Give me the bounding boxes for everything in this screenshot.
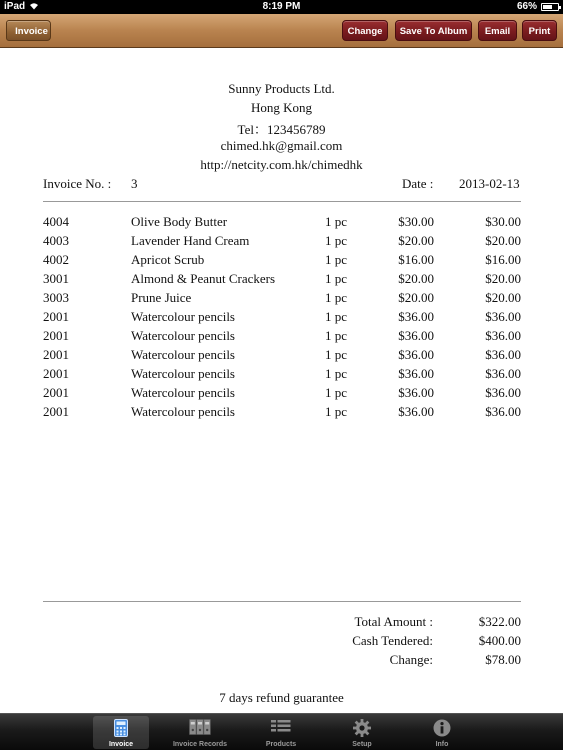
back-button-label: Invoice (15, 26, 48, 37)
item-quantity: 1 pc (325, 214, 348, 229)
item-name: Prune Juice (131, 290, 192, 305)
item-name: Olive Body Butter (131, 214, 228, 229)
item-quantity: 1 pc (325, 366, 348, 381)
item-total: $36.00 (485, 328, 521, 343)
item-code: 3003 (43, 290, 69, 305)
item-quantity: 1 pc (325, 385, 348, 400)
item-quantity: 1 pc (325, 233, 348, 248)
item-price: $30.00 (398, 214, 434, 229)
refund-note: 7 days refund guarantee (219, 690, 344, 705)
item-name: Lavender Hand Cream (131, 233, 250, 248)
item-quantity: 1 pc (325, 252, 348, 267)
gear-icon (353, 719, 371, 739)
clock: 8:19 PM (262, 1, 301, 12)
tab-label: Info (435, 741, 449, 748)
item-price: $20.00 (398, 290, 434, 305)
item-quantity: 1 pc (325, 328, 348, 343)
battery-icon (541, 3, 559, 11)
invoice-date-label: Date : (402, 176, 434, 191)
item-name: Watercolour pencils (131, 309, 235, 324)
cash-tendered: $400.00 (478, 633, 521, 648)
status-bar (0, 0, 563, 14)
item-code: 2001 (43, 347, 69, 362)
nav-bar (0, 14, 563, 48)
item-price: $16.00 (398, 252, 434, 267)
tab-invoice-records[interactable] (172, 716, 228, 749)
item-total: $36.00 (485, 404, 521, 419)
item-total: $20.00 (485, 233, 521, 248)
item-code: 2001 (43, 328, 69, 343)
item-code: 2001 (43, 404, 69, 419)
item-quantity: 1 pc (325, 309, 348, 324)
item-total: $16.00 (485, 252, 521, 267)
save-to-album-button[interactable]: Save To Album (395, 20, 472, 41)
item-price: $36.00 (398, 309, 434, 324)
cash-tendered-label: Cash Tendered: (352, 633, 433, 648)
tab-info[interactable] (414, 716, 470, 749)
tab-label: Invoice (108, 741, 134, 748)
company-name: Sunny Products Ltd. (228, 81, 335, 96)
list-icon (271, 719, 291, 737)
device-label: iPad (4, 1, 26, 12)
item-total: $36.00 (485, 385, 521, 400)
item-price: $36.00 (398, 328, 434, 343)
item-price: $20.00 (398, 271, 434, 286)
total-amount-label: Total Amount : (354, 614, 433, 629)
item-price: $20.00 (398, 233, 434, 248)
change-amount: $78.00 (485, 652, 521, 667)
tab-products[interactable] (253, 716, 309, 749)
item-price: $36.00 (398, 404, 434, 419)
tab-label: Products (265, 741, 297, 748)
item-code: 2001 (43, 366, 69, 381)
invoice-number-label: Invoice No. : (43, 176, 112, 191)
item-total: $36.00 (485, 366, 521, 381)
binders-icon (189, 719, 211, 737)
item-total: $36.00 (485, 309, 521, 324)
item-quantity: 1 pc (325, 404, 348, 419)
item-name: Apricot Scrub (131, 252, 205, 267)
item-name: Watercolour pencils (131, 366, 235, 381)
print-button[interactable]: Print (522, 20, 557, 41)
item-total: $30.00 (485, 214, 521, 229)
item-code: 4002 (43, 252, 69, 267)
item-code: 3001 (43, 271, 69, 286)
item-name: Watercolour pencils (131, 404, 235, 419)
item-total: $20.00 (485, 290, 521, 305)
divider (43, 601, 521, 602)
company-city: Hong Kong (250, 100, 313, 115)
back-button[interactable] (6, 20, 51, 41)
item-name: Watercolour pencils (131, 385, 235, 400)
item-quantity: 1 pc (325, 347, 348, 362)
company-email: chimed.hk@gmail.com (220, 138, 343, 153)
divider (43, 201, 521, 202)
calculator-icon (114, 719, 128, 739)
item-price: $36.00 (398, 366, 434, 381)
email-button[interactable]: Email (478, 20, 517, 41)
total-amount: $322.00 (478, 614, 521, 629)
item-name: Almond & Peanut Crackers (131, 271, 276, 286)
item-code: 4003 (43, 233, 69, 248)
item-code: 4004 (43, 214, 69, 229)
item-quantity: 1 pc (325, 290, 348, 305)
info-icon (433, 719, 451, 739)
tab-label: Invoice Records (172, 741, 228, 748)
battery-percent: 66% (516, 1, 537, 12)
invoice-date: 2013-02-13 (459, 176, 520, 191)
item-name: Watercolour pencils (131, 328, 235, 343)
company-tel: Tel：123456789 (237, 122, 326, 137)
item-name: Watercolour pencils (131, 347, 235, 362)
tab-label: Setup (352, 741, 372, 748)
tab-invoice[interactable] (93, 716, 149, 749)
item-total: $20.00 (485, 271, 521, 286)
change-label: Change: (389, 652, 433, 667)
item-quantity: 1 pc (325, 271, 348, 286)
tab-bar (0, 713, 563, 750)
item-total: $36.00 (485, 347, 521, 362)
tab-setup[interactable] (334, 716, 390, 749)
item-code: 2001 (43, 309, 69, 324)
item-price: $36.00 (398, 385, 434, 400)
item-code: 2001 (43, 385, 69, 400)
company-website: http://netcity.com.hk/chimedhk (200, 157, 363, 172)
item-price: $36.00 (398, 347, 434, 362)
invoice-number: 3 (131, 176, 138, 191)
change-button[interactable]: Change (342, 20, 388, 41)
